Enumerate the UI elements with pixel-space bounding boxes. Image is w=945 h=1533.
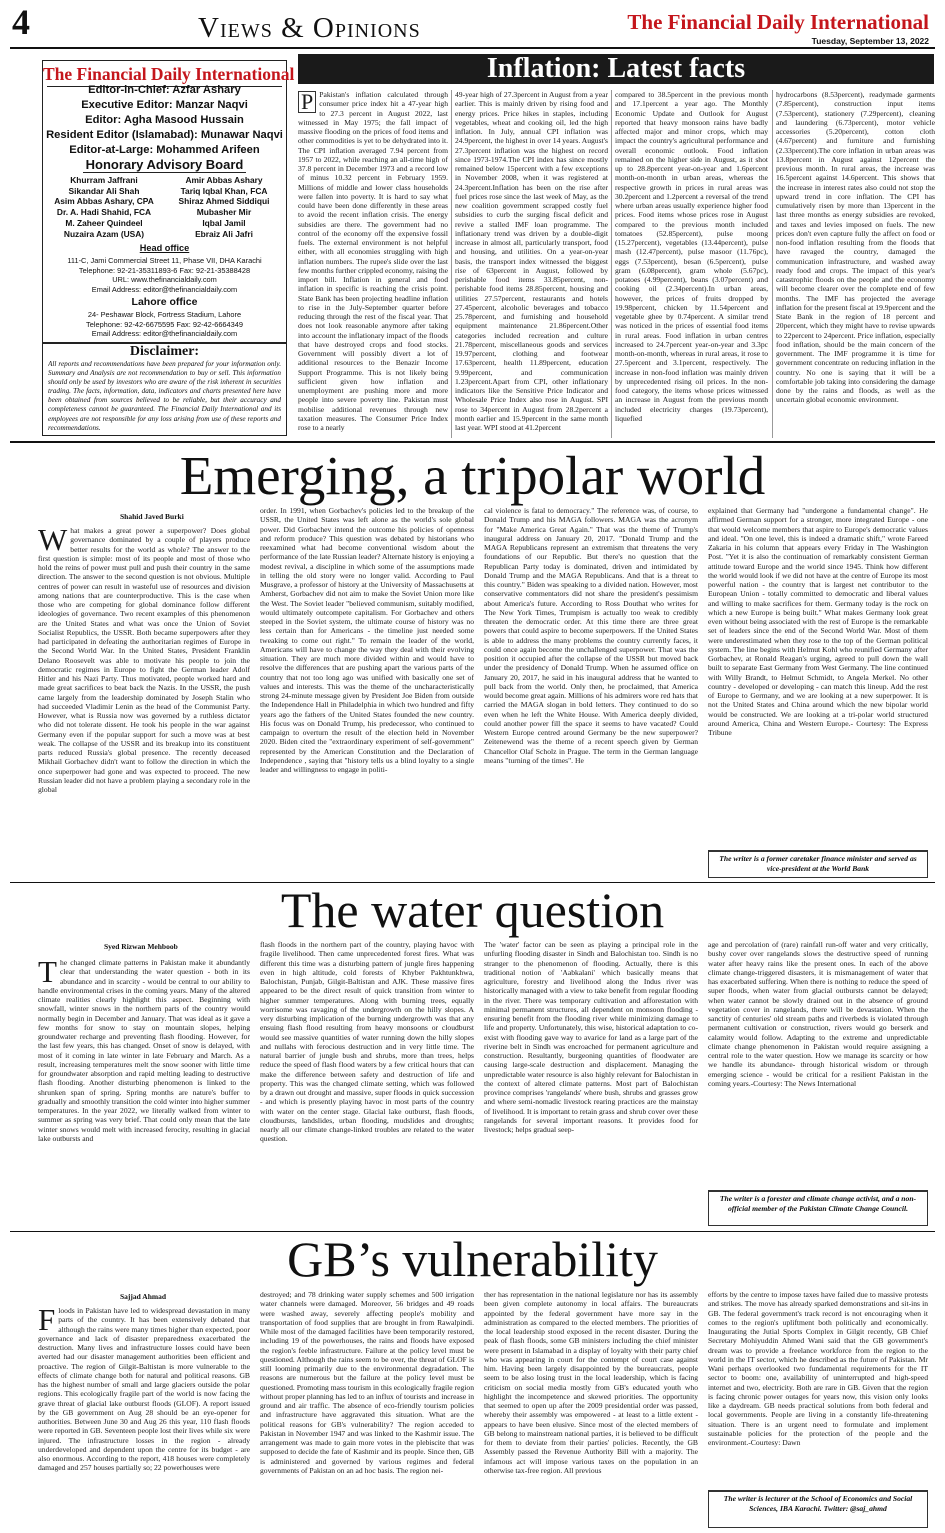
article1-headline: Emerging, a tripolar world (179, 445, 766, 506)
lahore-office-line: Email Address: editor@thefinancialdaily.com (91, 329, 238, 338)
article2-column-1 (38, 958, 250, 1226)
board-member: Asim Abbas Ashary, CPA (54, 196, 154, 207)
article1-col3-text: cal violence is fatal to democracy." The reference was, of course, to Donald Trump and his MAGA followers. MAGA was the acronym for "Make America Great Again." That was the theme of Trump's inaugural address on January 20, 2017. "Donald Trump and the MAGA Republicans represent an extremism that threatens the very foundations of our Republic. But there's no question that the Republican Party today is dominated, driven and intimidated by Donald Trump and the MAGA Republicans. And that is a threat to this country." Biden was speaking to a divided nation. However, most conservative commentators did not share the president's pessimism about America's future. According to Ross Douthat who writes for The New York Times, Trumpism is actually too weak to credibly threaten the democratic order. At this time there are three great powers that could aspire to become superpowers. If the United States is able to address the many problems the country currently faces, it could once again become the unchallenged superpower. That was the position it occupied after the collapse of the USSR but moved back under the presidency of Donald Trump. When he assumed office on January 20, 2017, he said in his inaugural address that he wanted to pull back from the world. Only then, he proclaimed, that America would become great again. Millions of his admirers wore red hats that carried the MAGA slogan in bold letters. They continued to do so even when he left the White House. With America deeply divided, could another power fill the space it seems to have vacated? Could Western Europe centred around Germany be the new superpower? Zeitenewend was the theme of a recent speech given by German Chancellor Olaf Scholz in Prague. The term in the German language means "turning of the times". He (484, 506, 698, 765)
article1-col1-text: hat makes a great power a superpower? Does global governance dominated by a couple of players produce better results for the world as whole? The answer to the first question is simple: most of its people and most of those who hold the reins of power must pull and push their country in the same direction. The answer to the second question is not obvious. Multiple centres of power can result in wasteful use of resources and division among nations that are counterproductive. This is the case when those who are competing for global dominance follow different ideologies of governance. Two recent examples of this phenomenon are the United States and what was once the Union of Soviet Socialist Republics, the USSR. Both became superpowers after they had participated in defeating the authoritarian regimes of Europe in the Second World War. In the United States, President Franklin Delano Roosevelt was able to motivate his people to join the democratic regimes in Europe to fight the German leader Adolf Hitler and his Nazi Party. Thus motivated, people worked hard and made great sacrifices to beat back the Nazis. In the USSR, the push came largely from the leadership dominated by Joseph Stalin who had succeeded Vladimir Lenin as the head of the Communist Party. However, what is Russia now was governed by a ruthless dictator who did not tolerate dissent. He took his people in the war against Germany even if the popular support for such a move was at best weak. The collapse of the USSR and its breakup into its constituent parts reduced Russia's global presence. The recently deceased Mikhail Gorbachev didn't want to follow the direction in which the once superpower had gone and was expected to proceed. The new Russian leader did not have a problem playing a secondary role in the global (38, 526, 250, 794)
page-number: 4 (12, 2, 30, 42)
article2-col1-text: he changed climate patterns in Pakistan make it abundantly clear that understanding the water question - both in its abundance and in scarcity - would be central to our ability to handle environmental crises in the coming years. Many of the altered climate realities clearly highlight this aspect. Beginning with snowfall, winter snows in the northern parts of the country would normally begin in December and January. That was ideal as it gave a few months for snow to stay on mountain slopes, helping groundwater recharge and preventing flash flooding. However, for the last few years, this has changed. Onset of snow is delayed, with most of it coming in late winter in late February and March. As a result, increasing temperatures melt the snow sooner with little time for groundwater absorption and rapid melting leading to destructive flash flooding. Another disturbing phenomenon is linked to the shrunken span of spring. Spring months are nature's buffer to gradually and smoothly transition the cold winter into higher summer temperatures. In the year 2022, we literally walked from winter to summer as spring was very brief. That could only mean that the late winter snows would melt with increased ferocity, resulting in glacial lake outbursts and (38, 958, 250, 1143)
board-member: Shiraz Ahmed Siddiqui (178, 196, 270, 207)
board-member: Ebraiz Ali Jafri (195, 228, 253, 239)
lahore-office-title: Lahore office (131, 296, 198, 308)
lahore-office-address (43, 310, 286, 339)
article3-dropcap: F (38, 1306, 56, 1337)
editor-at-large: Editor-at-Large: Mohammed Arifeen (69, 144, 260, 156)
board-member: Nuzaira Azam (USA) (63, 228, 145, 239)
head-office-line: Email Address: editor@thefinancialdaily.com (91, 284, 238, 294)
inflation-title: Inflation: Latest facts (486, 53, 746, 84)
article1-column-4 (708, 506, 928, 846)
article2-col4-text: age and percolation of (rare) rainfall run-off water and very critically, bushy cover over rangelands slows the destructive speed of running water after heavy rains like the present ones. In each of the above climate change-triggered disasters, it is mismanagement of water that has exacerbated suffering. When there is nothing to reduce the speed of super floods, when water from glacial outbursts cannot be delayed; when water cannot be slowly drained out in the absence of ground vegetation cover in rangelands, there will be devastation. When the sanctity of centuries' old stream paths and riverbeds is violated through permanent cultivation or construction, rivers would go berserk and calamity would follow. Adapting to the extreme and unpredictable climate change phenomenon in Pakistan would require assigning a central role to the water question. How we manage its scarcity or how we handle its abundance- through historical wisdom or through emerging science - would be critical for a resilient Pakistan in the coming years.-Courtesy: The News International (708, 940, 928, 1088)
inflation-column-4 (776, 90, 935, 438)
board-member: Dr. A. Hadi Shahid, FCA (56, 207, 152, 218)
board-member: Iqbal Jamil (202, 217, 246, 228)
article3-col4-text: efforts by the centre to impose taxes have failed due to massive protests and strikes. The move has already sparked demonstrations and sit-ins in GB. The federal government's track record is not encouraging when it comes to the region's upliftment both politically and economically. Inaugurating the Jutial Sports Complex in Gilgit recently, GB Chief Secretary Mohiyuddin Ahmed Wani said that the GB government's dream was to provide a freelance workforce from the region to the world in the IT sector, which he described as the future of Pakistan. Mr Wani perhaps overlooked two fundamental requirements for the IT sector to boom: one, availability of uninterrupted and high-speed internet and two, electricity. Both are rare in GB. Given that the region is facing chronic power outages for years now, this vision only looks like a daydream. GB needs practical solutions from both federal and local governments. People are living in a constantly life-threatening situation. There is an urgent need to formulate and implement sustainable policies for the protection of the people and the environment.-Courtesy: Dawn (708, 1290, 928, 1447)
article2-byline: Syed Rizwan Mehboob (104, 942, 178, 951)
inflation-col2-text: 49-year high of 27.3percent in August from a year earlier. This is mainly driven by rising food and energy prices. Price hikes in staples, including vegetables, wheat and cooking oil, led the high inflation. In July, annual CPI inflation was 24.9percent, the highest in over 14 years. August's 27.3percent inflation was the highest on record since 1973-1974.The CPI index has since mostly remained below 15percent with a few exceptions in November 2008, when it was registered at 24.3percent.Inflation has been on the rise after fuel prices rose since the last week of May, as the new coalition government scrapped costly fuel subsidies to curb the surging fiscal deficit and revive a stalled IMF loan programme. The inflationary trend was driven by a double-digit increase in almost all, particularly transport, food and housing, and utilities. On a year-on-year basis, the transport index witnessed the biggest rise of 63percent in August, followed by perishable food items 33.85percent, non-perishable food items 28.85percent, housing and utilities 27.57percent, restaurants and hotels 27.45percent, alcoholic beverages and tobacco 25.78percent, and furnishing and household equipment maintenance 21.86percent.Other categories included recreation and culture 21.78percent, miscellaneous goods and services 19.97percent, clothing and footwear 17.63percent, health 11.89percent, education 9.99percent, and communication 1.23percent.Apart from CPI, other inflationary indicators like the Sensitive Price Indicator and Wholesale Price Index also rose in August. SPI rose to 34percent in August from 28.2percent a month earlier and 15.9percent in the same month last year. WPI stood at 41.2percent (455, 90, 608, 432)
head-office-line: 111-C, Jami Commercial Street 11, Phase VII, DHA Karachi (67, 256, 262, 265)
editor-in-chief: Editor-in-Chief: Azfar Ashary (88, 84, 241, 96)
article3-byline: Sajjad Ahmad (120, 1292, 167, 1301)
board-member: Mubasher Mir (196, 207, 252, 218)
lahore-office-line: Telephone: 92-42-6675595 Fax: 92-42-6664349 (86, 319, 243, 329)
inflation-col3-text: compared to 38.5percent in the previous month and 17.1percent a year ago. The Monthly Economic Update and Outlook for August reported that heavy monsoon rains have badly affected major and minor crops, which may impact the country's agricultural performance and overall economic outlook. Food inflation remained on the higher side in August, as it shot up to 28.8percent year-on-year and 1.6percent month-on-month in urban areas, whereas the respective growth in prices in rural areas was 30.2percent and 1.2percent a reversal of the trend where urban areas usually experience higher food prices. Food items whose prices rose in August compared to the previous month included tomatoes (52.85percent), pulse moong (15.27percent), vegetables (13.44percent), pulse mash (12.47percent), pulse masoor (11.76pc), eggs (7.53percent), besan (6.5percent), pulse gram (6.08percent), gram whole (5.67pc), potatoes (4.99percent), beans (3.07percent) and cooking oil (2.34percent).In urban areas, however, the prices of fruits dropped by 19.98percent, chicken by 11.54percent and vegetable ghee by 0.74percent. A similar trend was noticed in the prices of essential food items in rural areas. Food inflation in urban centres increased to 24.7percent year-on-year and 3.3pc month-on-month, whereas in rural areas, it rose to 27.5percent and 3.1percent, respectively. The increase in non-food inflation was mainly driven by unprecedented rising oil prices. In the non-food category, the items whose prices witnessed an increase in August from the previous month included electricity charges (19.73percent), liquefied (615, 90, 768, 423)
article3-column-1 (38, 1306, 250, 1528)
article3-col1-text: loods in Pakistan have led to widespread devastation in many parts of the country. It has been extensively debated that although the rains were many times higher than expected, poor governance and lack of disaster preparedness exacerbated the destruction. Many lives and infrastructure losses could have been averted had our disaster management authorities been efficient and proactive. The region of Gilgit-Baltistan is more vulnerable to the effects of climate change both for natural and political reasons. GB has the highest number of small and large glaciers outside the polar regions. This ecologically fragile part of the world is now facing the grave threat of glacial lake outburst floods (GLOF). A report issued by the GB government on Aug 28 should be an eye-opener for authorities. Between June 30 and Aug 26 this year, 110 flash floods were reported in GB. Seventeen people lost their lives while six were injured. The infrastructure losses in the region - already underdeveloped and dependent upon the centre for its budget - are also enormous. According to the report, 418 houses were completely damaged and 257 houses partially so; 22 powerhouses were (38, 1306, 250, 1473)
staff-box (42, 60, 295, 436)
article1-column-2 (260, 506, 474, 878)
resident-editor: Resident Editor (Islamabad): Munawar Naqvi (46, 129, 283, 141)
inflation-col4-text: hydrocarbons (8.53percent), readymade garments (7.85percent), construction input items (7.53percent), stationery (7.29percent), cleaning and laundering (6.73percent), motor vehicle accessories (5.20percent), cotton cloth (4.67percent) and furniture and furnishing (2.33percent).The core inflation in urban areas was 13.8percent in August against 12percent the previous month. In rural areas, the increase was 16.5percent against 14.6percent. This shows that the increase in interest rates also could not stop the upward trend in core inflation. The CPI has cumulatively risen by more than 13percent in the last three months as energy subsidies are revoked, and taxes and levies imposed on fuels. The new prices don't even capture fully the affect on food or non-food inflation resulting from the floods that have ravaged the country, damaged the communication infrastructure, and washed away ready food and crops. The impact of this year's catastrophic floods on the people and the economy will become clearer over the complete end of few months. The IMF has projected the average inflation for the present fiscal at 19.9percent and the State Bank in the region of 18 percent and 20percent, which they might have to revise upwards to 22percent to 24percent. Price inflation, especially food inflation, should be the main concern of the government. The IMF programme it is time for government concentrate on reducing inflation in the country. No one is saying that it will be a comfortable job taking into considering the damage done by the rains and floods, as well as the uncertain global economic environment. (776, 90, 935, 405)
column-divider (772, 90, 773, 438)
article3-col3-text: ther has representation in the national legislature nor has its assembly been given complete autonomy in local affairs. The bureaucrats appointed by the federal government have more say in the administration as compared to the elected members. The priorities of the local leadership stood exposed in the recent disaster. During the peak of flash floods, some GB ministers including the chief minister were present in Islamabad in a display of loyalty with their party chief who was appearing in court for the contempt of court case against him. Having been largely disappointed by the bureaucrats, people seem to be also losing trust in the local leadership, which is facing criticism on social media mostly from GB's educated youth who highlight the incompetence and skewed priorities. The opportunity that seemed to open up after the 2009 presidential order was passed, whereby their assembly was empowered - at least to a little extent - appears to have been elusive. Since most of the elected members of GB belong to mainstream national parties, it is believed to be difficult for them to deviate from their parties' policies. Recently, the GB Assembly passed the Revenue Authority Bill with a majority. The infamous act will impose various taxes on the population in an otherwise tax-free region. All previous (484, 1290, 698, 1475)
article1-byline: Shahid Javed Burki (120, 512, 184, 521)
column-divider (451, 90, 452, 438)
inflation-title-bar (298, 54, 934, 84)
masthead-date: Tuesday, September 13, 2022 (811, 36, 929, 46)
article3-headline: GB’s vulnerability (287, 1231, 658, 1287)
masthead-paper-name: The Financial Daily International (627, 10, 929, 34)
article3-column-2 (260, 1290, 474, 1528)
head-office-address (43, 256, 286, 294)
article3-column-3 (484, 1290, 698, 1528)
advisory-board-title: Honorary Advisory Board (83, 157, 246, 173)
board-member: Khurram Jaffrani (70, 175, 138, 185)
editors-list (43, 83, 286, 158)
section-rule (10, 441, 935, 443)
header-rule (10, 47, 935, 49)
board-member: Tariq Iqbal Khan, FCA (180, 185, 268, 196)
article1-col2-text: order. In 1991, when Gorbachev's policies led to the breakup of the USSR, the United States was left alone as the world's sole global power. Did Gorbachev intend the outcome his policies of openness and reform produce? This question was debated by historians who reexamined what had become conventional wisdom about the performance of the late Russian leader? Alternate history is enjoying a modest revival, a discipline in which some of the assumptions made in telling the old story were no longer valid. According to Paul Musgrave, a professor of history at the University of Massachusetts at Amherst, Gorbachev did not aim to make the Soviet Union more like the West. The Soviet leader "believed communism, suitably modified, would ultimately outcompete capitalism. For Gorbachev and others steeped in the Soviet system, the ultimate course of history was no less certain than for Americans - the timeline just needed some tweaking to come out right." To remain the leader of the world, Americans will have to change the way they deal with their evolving situation. They are much more divided within and would have to resolve the differences that are pushing apart the various parts of the country that not too long ago was unified with basically one set of values and interests. This was the theme of the uncharacteristically strong 24-minute message given by President Joe Biden from outside the Independence Hall in Philadelphia in which two hundred and fifty years ago the fathers of the United States founded the new country. His focus was on Donald Trump, his predecessor, who continued to campaign to overturn the result of the election held in November 2020. Biden cited the "extraordinary experiment of self-government" represented by the American Constitution and the Declaration of Independence , saying that "history tells us a blind loyalty to a single leader and willingness to engage in politi- (260, 506, 474, 774)
article2-column-3 (484, 940, 698, 1226)
staff-paper-name: The Financial Daily International (43, 64, 295, 84)
inflation-col1-text: Pakistan's inflation calculated through consumer price index hit a 47-year high to 27.3 percent in August 2022, last witnessed in May 1975; the fall impact of massive flooding on the prices of food items and other commodities is yet to be dehydrated into it. The CPI inflation averaged 7.94 percent from 1957 to 2022, while reaching an all-time high of 37.8 percent in December 1973 and a record low of minus 10.32 percent in February 1959. Millions of middle and lower class households were fallen into poverty. It is hard to say what could have been done differently in these areas to avoid the recent inflation crisis. The energy subsidies are there. The government had no control of the economy off the expensive fossil fuels. The external environment is not helpful either, with all economies struggling with high inflation numbers. The rupee's slide over the last few months further crippled economy, raising the import bill. Inflation in general and food inflation in specific is reaching the crisis point. State Bank has been projecting headline inflation to rise in the July-September quarter before reducing through the rest of the fiscal year. That does not look reasonable anymore after taking into account the inflationary impact of the floods that have destroyed crops and food stocks. Government will possibly divert a lot of additional resources to the Benazir Income Support Programme. This is not likely being sufficient given how inflation and unemployment are pushing more and more people into severe poverty line. Pakistan must mobilise additional revenues through new taxation measures. The Consumer Price Index rose to a nearly (298, 90, 448, 432)
head-office-line: URL: www.thefinancialdaily.com (112, 275, 217, 284)
article1-column-3 (484, 506, 698, 878)
article2-col2-text: flash floods in the northern part of the country, playing havoc with fragile livelihood. Then came unprecedented forest fires. What was different this time was a disturbing pattern of jungle fires happening even in high altitude, cold forests of Khyber Pakhtunkhwa, Balochistan, Punjab, Gilgit-Baltistan and AJK. These massive fires appeared to be the direct result of quick transition from winter to higher summer temperatures. Along with burning trees, equally worrisome was ravaging of the undergrowth on the hilly slopes. A very disturbing implication of the burning undergrowth was that any ensuing flash flood resulting from heavy monsoons or cloudburst would see massive quantities of water running down the hilly slopes and nullahs with ferocious destruction and in very little time. The natural barrier of jungle bush and shrubs, more than trees, helps reduce the speed of flash flood waters by a few critical hours that can make the difference between safety and destruction of life and property. This was the changed climate setting, which was followed by a drawn out drought and massive, super floods in quick succession - and which is presently playing havoc in most parts of the country with water on the center stage. Glacial lake outburst, flash floods, cloudbursts, landslides, urban flooding, mudslides and droughts; nearly all our climate change-linked troubles are related to the water question. (260, 940, 474, 1144)
article2-headline: The water question (280, 882, 665, 938)
disclaimer-text: All reports and recommendations have been prepared for your information only. Summary and Analysis are not recommendation to buy or sell. This information should only be used by investors who are aware of the risk inherent in securities trading. The facts, information, data, indicators and charts presented here have been obtained from sources believed to be reliable, but their accuracy and completeness cannot be guaranteed. The Financial Daily International and its employees are not responsible for any loss arising from use of these reports and recommendations. (48, 360, 281, 432)
executive-editor: Executive Editor: Manzar Naqvi (81, 99, 248, 111)
editor: Editor: Agha Masood Hussain (85, 114, 244, 126)
head-office-line: Telephone: 92-21-35311893-6 Fax: 92-21-35388428 (78, 265, 251, 275)
article1-dropcap: W (38, 526, 68, 557)
board-member: Amir Abbas Ashary (185, 175, 263, 185)
lahore-office-line: 24- Peshawar Block, Fortress Stadium, Lahore (87, 310, 242, 319)
board-member: M. Zaheer Quindeel (65, 217, 143, 228)
article1-author-note: The writer is a former caretaker finance minister and served as vice-president at the World Bank (708, 850, 928, 878)
board-member: Sikandar Ali Shah (68, 185, 140, 196)
advisory-board-right (165, 175, 283, 239)
head-office-title: Head office (139, 243, 190, 253)
article2-col3-text: The 'water' factor can be seen as playing a principal role in the unfurling flooding disaster in Sindh and Balochistan too. Sindh is no stranger to the phenomenon of flooding. Actually, there is this traditional notion of 'Aabkalani' which basically means that agriculture, forestry and livelihood along the Indus river was historically managed with a view to take benefit from regular flooding in the river. There was temporary cultivation and afforestation with minimal permanent structures, all dependent on monsoon flooding - ensuring benefit from the flooding river while minimizing damage to life and property. Unfortunately, this wise, historical adaptation to co-exist with flooding gave way to avarice for land as a large part of the riverine belt in Sindh was encroached for permanent agriculture and construction. Resultantly, burgeoning quantities of floodwater are causing large-scale destruction and displacement. Managing the unpredictable water resource is also highly relevant for Balochistan in the context of altered climate patterns. Most part of Balochistan province comprises 'rangelands' where bush, shrubs and grasses grow and where semi-nomadic livestock rearing practices are the mainstay of livelihood. It is important to retain grass and shrub cover over these rangelands for several important reasons. It provides food for livestock; helps gradual seep- (484, 940, 698, 1134)
article3-col2-text: destroyed; and 78 drinking water supply schemes and 500 irrigation water channels were damaged. Moreover, 56 bridges and 49 roads were washed away, severely affecting people's mobility and transportation of food supplies that are brought in from Rawalpindi. While most of the damaged facilities have been temporarily restored, including 19 of the powerhouses, the rains and floods have exposed the region's feeble infrastructure. Failure at the policy level must be questioned. Although the rains seem to be over, the threat of GLOF is still looming primarily due to the environmental degradation. The reasons are numerous but the failure at the policy level must be questioned. Promoting mass tourism in this ecologically fragile region without proper planning has led to an influx of tourists and increase in ground and air traffic. The absence of eco-friendly tourism policies and infrastructure have aggravated this situation. What are the political reasons for GB's vulnerability? The region acceded to Pakistan in November 1947 and was linked to the Kashmir issue. The arrangement was made to gain more votes in the plebiscite that was supposed to decide the fate of Kashmir and its people. Since then, GB is administered and governed by various regimes and federal governments of Pakistan on an ad hoc basis. The region nei- (260, 1290, 474, 1475)
column-divider (611, 90, 612, 438)
article3-column-4 (708, 1290, 928, 1486)
article3-author-note: The writer is lecturer at the School of Economics and Social Sciences, IBA Karachi. Twitter: @saj_ahmd (708, 1490, 928, 1528)
disclaimer-title: Disclaimer: (129, 344, 200, 359)
article1-column-1 (38, 526, 250, 878)
section-title: Views & Opinions (198, 12, 421, 44)
article1-col4-text: explained that Germany had "undergone a fundamental change". He affirmed German support for a stronger, more integrated Europe - one that would welcome members that aspire to Europe's democratic values and ideal. "On one level, this is indeed a dramatic shift," wrote Fareed Zakaria in his column that appears every Friday in The Washington Post. "Yet it is also the continuation of remarkably consistent German attitude toward Europe and the world since 1945. Think how different the world would look if we did not have at the centre of Europe its most powerful nation - the country that is largest net contributor to the European Union - totally committed to democratic and liberal values and willing to make sacrifices for them. Germany today is the rock on which a new Europe is being built." What makes Germany look great even without being associated with the rest of Europe is the remarkable set of leaders since the end of the Second World War. Most of them were underestimated when they rose to the top of the German political system. The line begins with Helmut Kohl who reunified Germany after Gorbachev, at Ronald Reagan's urging, agreed to pull down the wall built to separate East Germany from West Germany. The line continued with Willy Brandt, to Helmut Schmidt, to Angela Merkel. No other country - developed or developing - can match this lineup. Add the rest of Europe to Germany, and we are looking at a new superpower. It is not the United States and China around which the new bipolar world would be constructed. We are looking at a tri-polar world structured around America, China and Western Europe.- Courtesy: The Express Tribune (708, 506, 928, 737)
inflation-column-3 (615, 90, 768, 438)
advisory-board-left (45, 175, 163, 239)
inflation-column-2 (455, 90, 608, 438)
article2-column-2 (260, 940, 474, 1226)
article2-author-note: The writer is a forester and climate change activist, and a non-official member of the Pakistan Climate Change Council. (708, 1190, 928, 1226)
article2-column-4 (708, 940, 928, 1186)
inflation-column-1: P Pakistan's inflation calculated through consumer price index hit a 47-year high to 27.3 percent in August 2022, last witnessed in May 1975; the fall impact of massive flooding on the prices of food items and other commodities is yet to be dehydrated into it. The CPI inflation averaged 7.94 percent from 1957 to 2022, while reaching an all-time high of 37.8 percent in December 1973 and a record low of minus 10.32 percent in February 1959. Millions of middle and lower class households were fallen into poverty. It is hard to say what could have been done differently in these areas to avoid the recent inflation crisis. The energy subsidies are there. The government had no control of the economy off the expensive fossil fuels. The external environment is not helpful either, with all economies struggling with high inflation numbers. The rupee's slide over the last few months further crippled economy, raising the import bill. Inflation in general and food inflation in specific is reaching the crisis point. State Bank has been projecting headline inflation to rise in the July-September quarter before reducing through the rest of the fiscal year. That does not look reasonable anymore after taking into account the inflationary impact of the floods that have destroyed crops and food stocks. Government will possibly divert a lot of additional resources to the Benazir Income Support Programme. This is not likely being sufficient given how inflation and unemployment are pushing more and more people into severe poverty line. Pakistan must mobilise additional revenues through new taxation measures. The Consumer Price Index rose to a nearly (298, 90, 448, 432)
article2-dropcap: T (38, 958, 57, 989)
